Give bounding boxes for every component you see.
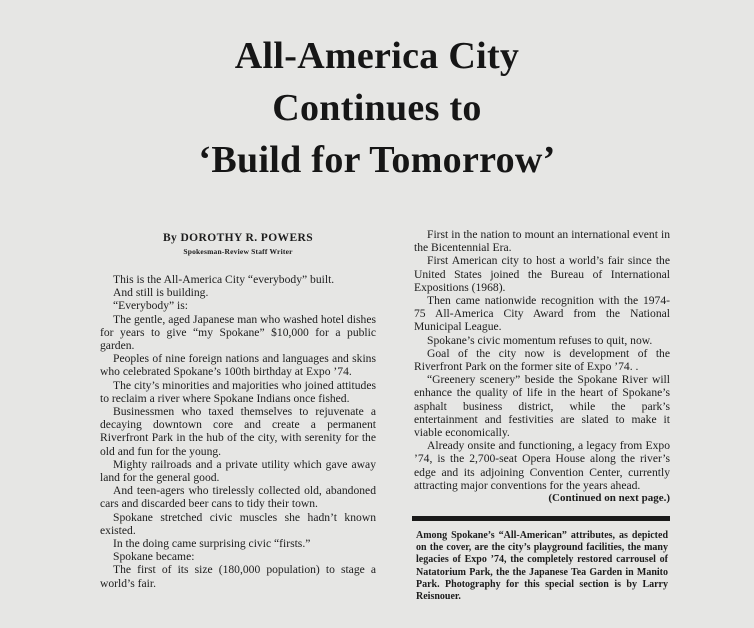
paragraph: “Everybody” is: [113,299,189,313]
byline-author: By DOROTHY R. POWERS [162,232,314,244]
paragraph: Businessmen who taxed themselves to rejuvenate a decaying downtown core and create a permanent Riverfront Park in the hub of the city, with serenity for the old and fun for the young. [100,405,376,458]
paragraph-text: Already onsite and functioning, a legacy from Expo ’74, is the 2,700-seat Opera House along the river’s edge and its adjoining Convention Center, currently attracting major conventions for the years ahead. [414,439,670,492]
paragraph: Goal of the city now is development of the Riverfront Park on the former site of Expo ’74. . [414,346,670,374]
continued-notice: (Continued on next page.) [548,492,670,505]
paragraph: Then came nationwide recognition with the 1974-75 All-America City Award from the National Municipal League. [414,294,670,334]
article-column-right [414,228,670,505]
caption-rule [412,516,670,521]
byline [100,232,376,256]
paragraph: Spokane became: [113,550,195,564]
paragraph: In the doing came surprising civic “firsts.” [113,537,311,551]
paragraph: Mighty railroads and a private utility which gave away land for the general good. [100,457,376,485]
paragraph: First American city to host a world’s fair since the United States joined the Bureau of International Expositions (1968). [414,254,670,294]
paragraph: The first of its size (180,000 population) to stage a world’s fair. [100,563,376,590]
paragraph: Spokane’s civic momentum refuses to quit, now. [427,333,653,347]
article-column-left [100,273,376,590]
headline-line-1: All-America City [234,35,520,77]
paragraph: The gentle, aged Japanese man who washed hotel dishes for years to give “my Spokane” $10,000 for a public garden. [100,312,376,353]
byline-role: Spokesman-Review Staff Writer [183,247,293,256]
paragraph: Spokane stretched civic muscles she hadn’t known existed. [100,510,376,537]
paragraph: And still is building. [113,286,209,300]
paragraph: First in the nation to mount an international event in the Bicentennial Era. [414,228,670,255]
paragraph: And teen-agers who tirelessly collected old, abandoned cars and discarded beer cans to tidy their town. [100,484,376,511]
photo-caption: Among Spokane’s “All-American” attributes, as depicted on the cover, are the city’s playground facilities, the many legacies of Expo ’74, the completely restored carrousel of Natatorium Park, the the Japanese Tea Garden in Manito Park. Photography for this special section is by Larry Reisnouer. [416,530,668,603]
paragraph: “Greenery scenery” beside the Spokane River will enhance the quality of life in the heart of Spokane’s asphalt business district, while the park’s entertainment and festivities are slated to make it viable economically. [414,373,670,440]
paragraph-last [414,439,670,505]
headline [0,30,754,186]
paragraph: This is the All-America City “everybody” built. [113,273,335,286]
headline-line-2: Continues to [272,87,482,129]
paragraph: The city’s minorities and majorities who joined attitudes to reclaim a river where Spokane Indians once fished. [100,378,376,405]
paragraph: Peoples of nine foreign nations and languages and skins who celebrated Spokane’s 100th birthday at Expo ’74. [100,352,376,379]
headline-line-3: ‘Build for Tomorrow’ [198,139,556,181]
